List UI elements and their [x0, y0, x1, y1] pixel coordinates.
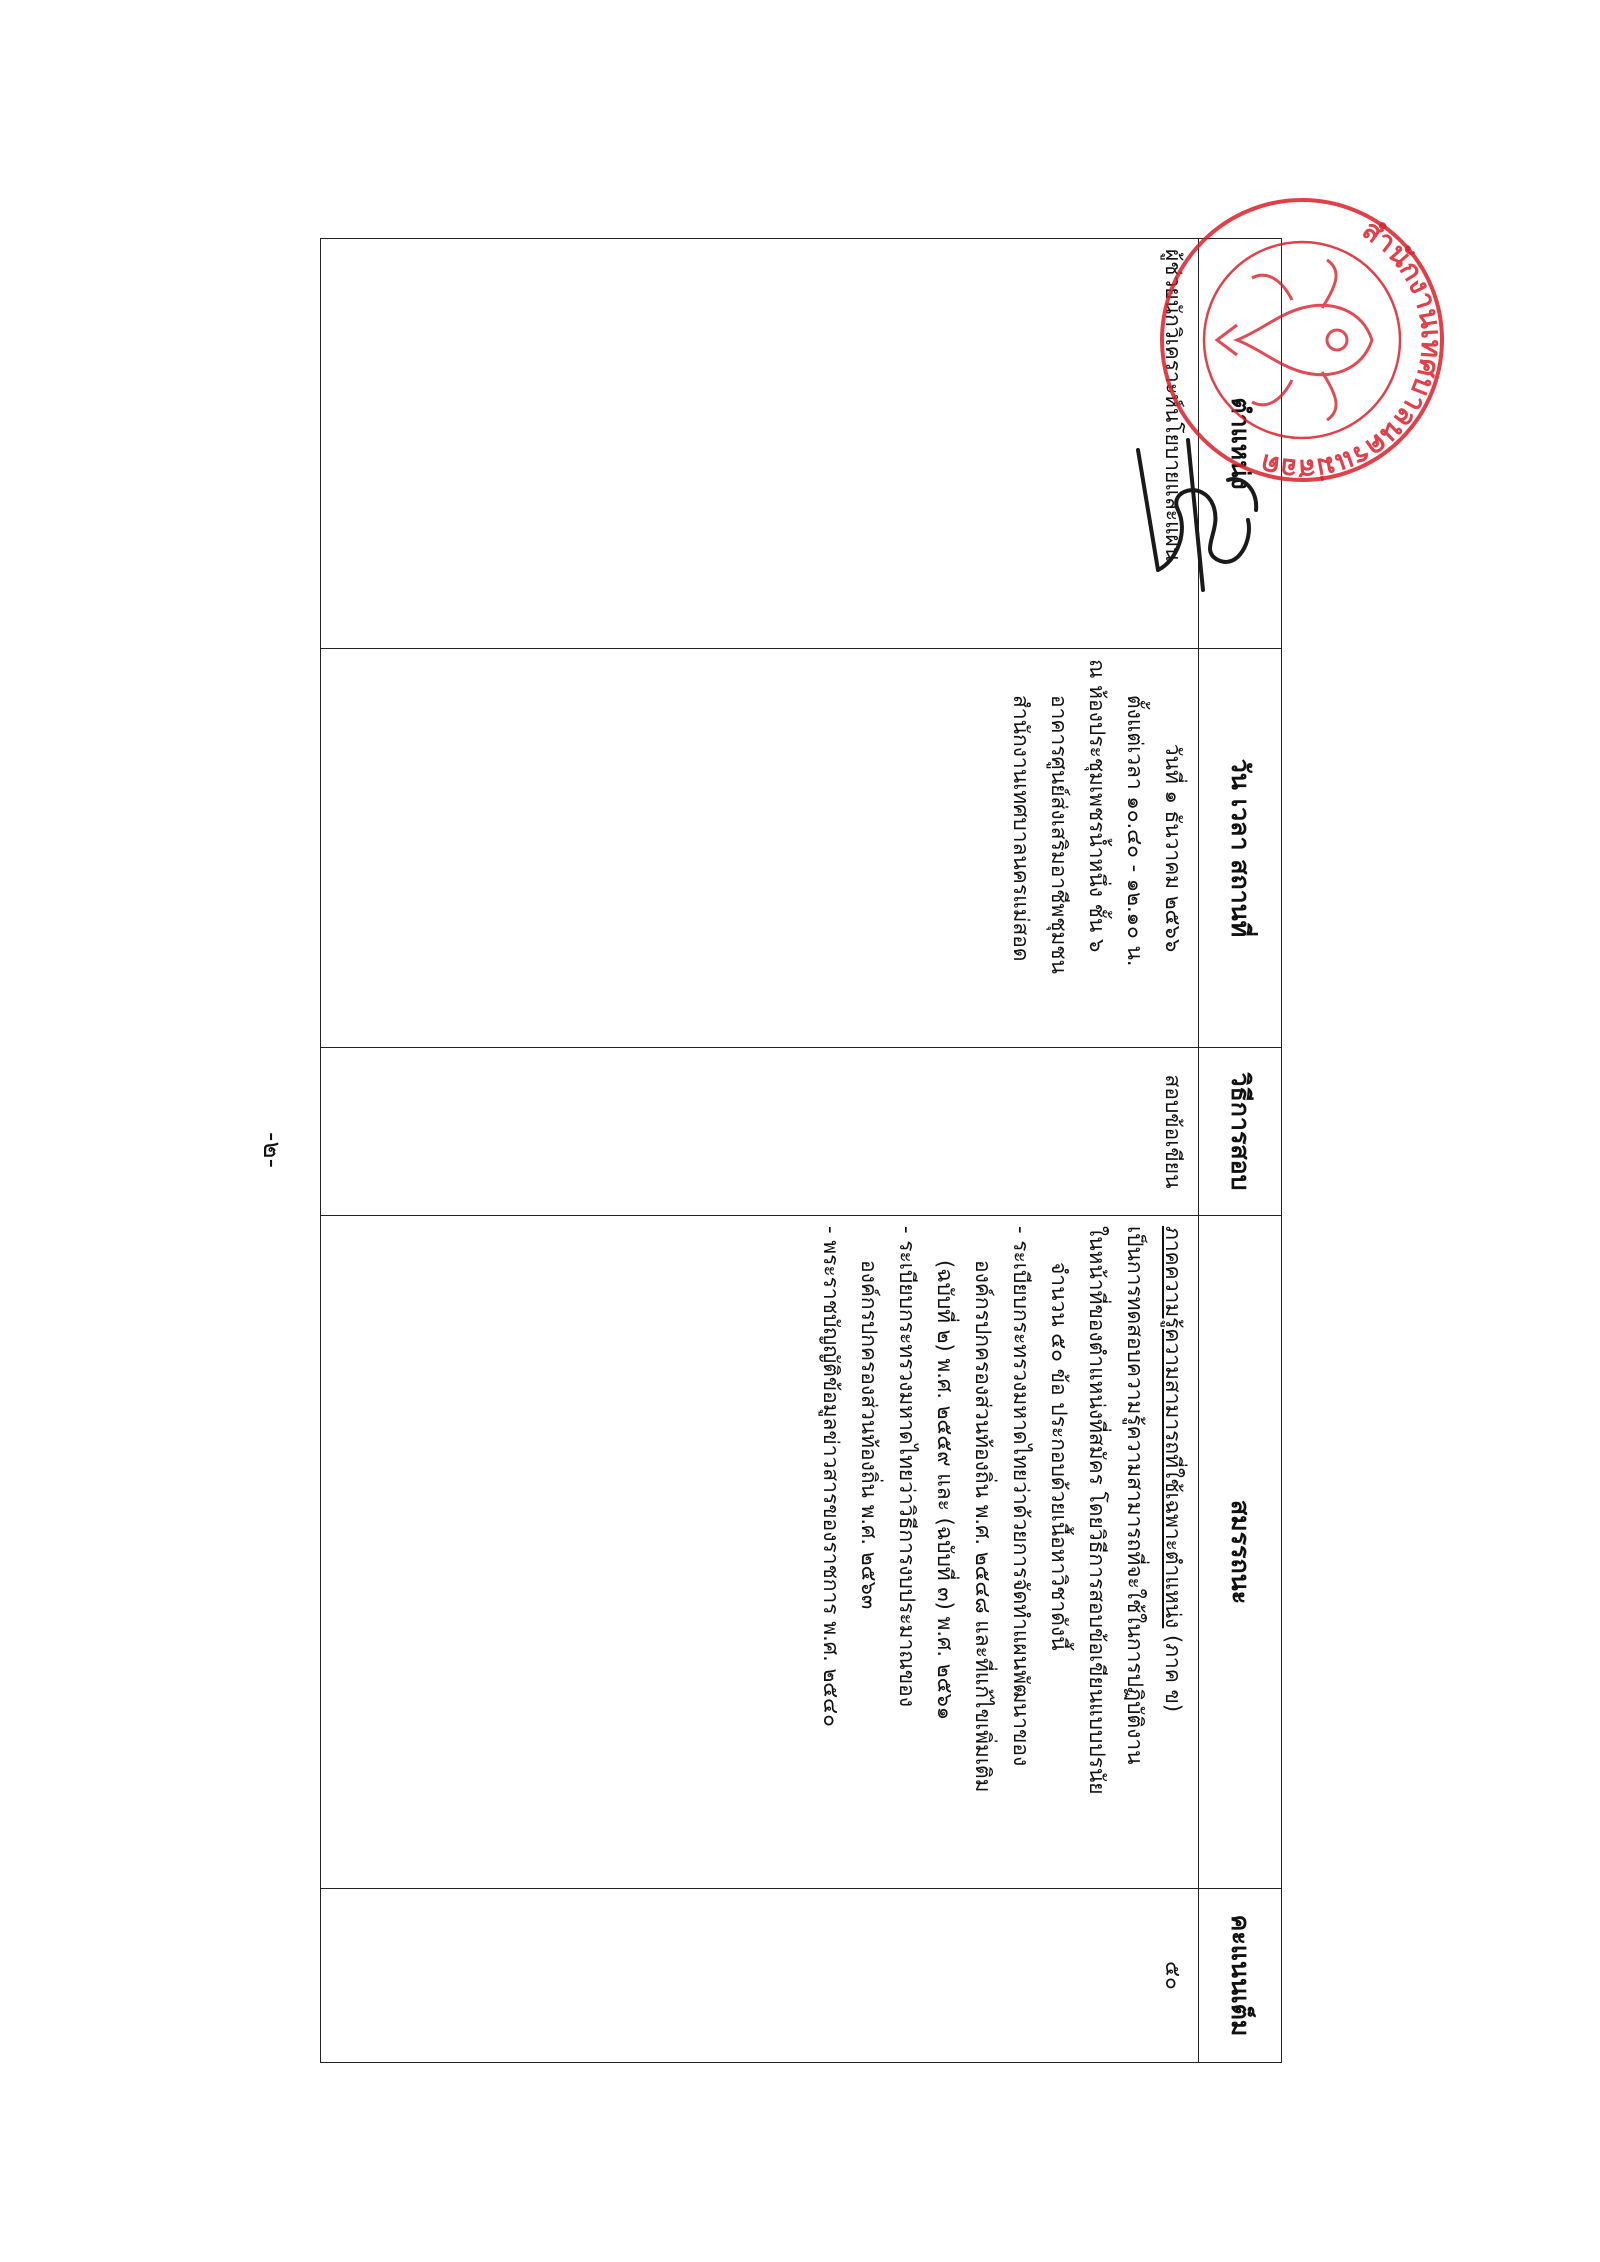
competency-line: เป็นการทดสอบความรู้ความสามารถที่จะใช้ในการปฏิบัติงาน [1123, 1226, 1147, 1765]
competency-line: จำนวน ๕๐ ข้อ ประกอบด้วยเนื้อหาวิชาดังนี้ [1047, 1262, 1071, 1651]
competency-title: ภาคความรู้ความสามารถที่ใช้เฉพาะตำแหน่ง [1161, 1226, 1185, 1629]
competency-title-line [1154, 1226, 1192, 1878]
cell-method [321, 1048, 1199, 1216]
bullet-line: (ฉบับที่ ๒) พ.ศ. ๒๕๕๙ และ (ฉบับที่ ๓) พ.ศ. ๒๕๖๑ [933, 1260, 957, 1721]
position-text: ผู้ช่วยนักวิเคราะห์นโยบายและแผน [1161, 249, 1185, 562]
cell-full-score [321, 1889, 1199, 2063]
bullet-line: - ระเบียบกระทรวงมหาดไทยว่าด้วยการจัดทำแผนพัฒนาของ [1009, 1226, 1033, 1767]
method-text: สอบข้อเขียน [1161, 1074, 1185, 1189]
place-line: ณ ห้องประชุมเพชรน้ำหนึ่ง ชั้น ๖ [1085, 659, 1109, 953]
header-position: ตำแหน่ง [1199, 239, 1282, 649]
bullet-line: องค์กรปกครองส่วนท้องถิ่น พ.ศ. ๒๕๔๘ และที่แก้ไขเพิ่มเติม [971, 1260, 995, 1793]
cell-date-time-place [321, 649, 1199, 1048]
bullet-line: องค์กรปกครองส่วนท้องถิ่น พ.ศ. ๒๕๖๓ [857, 1260, 881, 1610]
header-competency: สมรรถนะ [1199, 1216, 1282, 1889]
header-full-score: คะแนนเต็ม [1199, 1889, 1282, 2063]
bullet-line: - ระเบียบกระทรวงมหาดไทยว่าวิธีการงบประมาณของ [895, 1226, 919, 1708]
svg-text:สำนักงานเทศบาลนครแม่สอด [1257, 213, 1448, 486]
signature-icon [1118, 420, 1278, 600]
page-number: -๒- [257, 1132, 288, 1168]
seal-text: สำนักงานเทศบาลนครแม่สอด [1257, 213, 1449, 487]
bullet-line: - พระราชบัญญัติข้อมูลข่าวสารของราชการ พ.ศ. ๒๕๔๐ [819, 1226, 843, 1727]
competency-title-suffix: (ภาค ข) [1161, 1628, 1185, 1713]
header-date-time-place: วัน เวลา สถานที่ [1199, 649, 1282, 1048]
building-line: อาคารศูนย์ส่งเสริมอาชีพชุมชน [1047, 695, 1071, 974]
date-line: วันที่ ๑ ธันวาคม ๒๕๖๖ [1161, 743, 1185, 953]
table-row [321, 239, 1199, 2063]
office-line: สำนักงานเทศบาลนครแม่สอด [1009, 695, 1033, 962]
full-score-text: ๕๐ [1161, 1961, 1185, 1990]
cell-competency [321, 1216, 1199, 1889]
competency-line: ในหน้าที่ของตำแหน่งที่สมัคร โดยวิธีการสอบข้อเขียนแบบปรนัย [1085, 1226, 1109, 1795]
cell-position [321, 239, 1199, 649]
header-method: วิธีการสอบ [1199, 1048, 1282, 1216]
time-line: ตั้งแต่เวลา ๑๐.๔๐ - ๑๒.๑๐ น. [1123, 695, 1147, 967]
